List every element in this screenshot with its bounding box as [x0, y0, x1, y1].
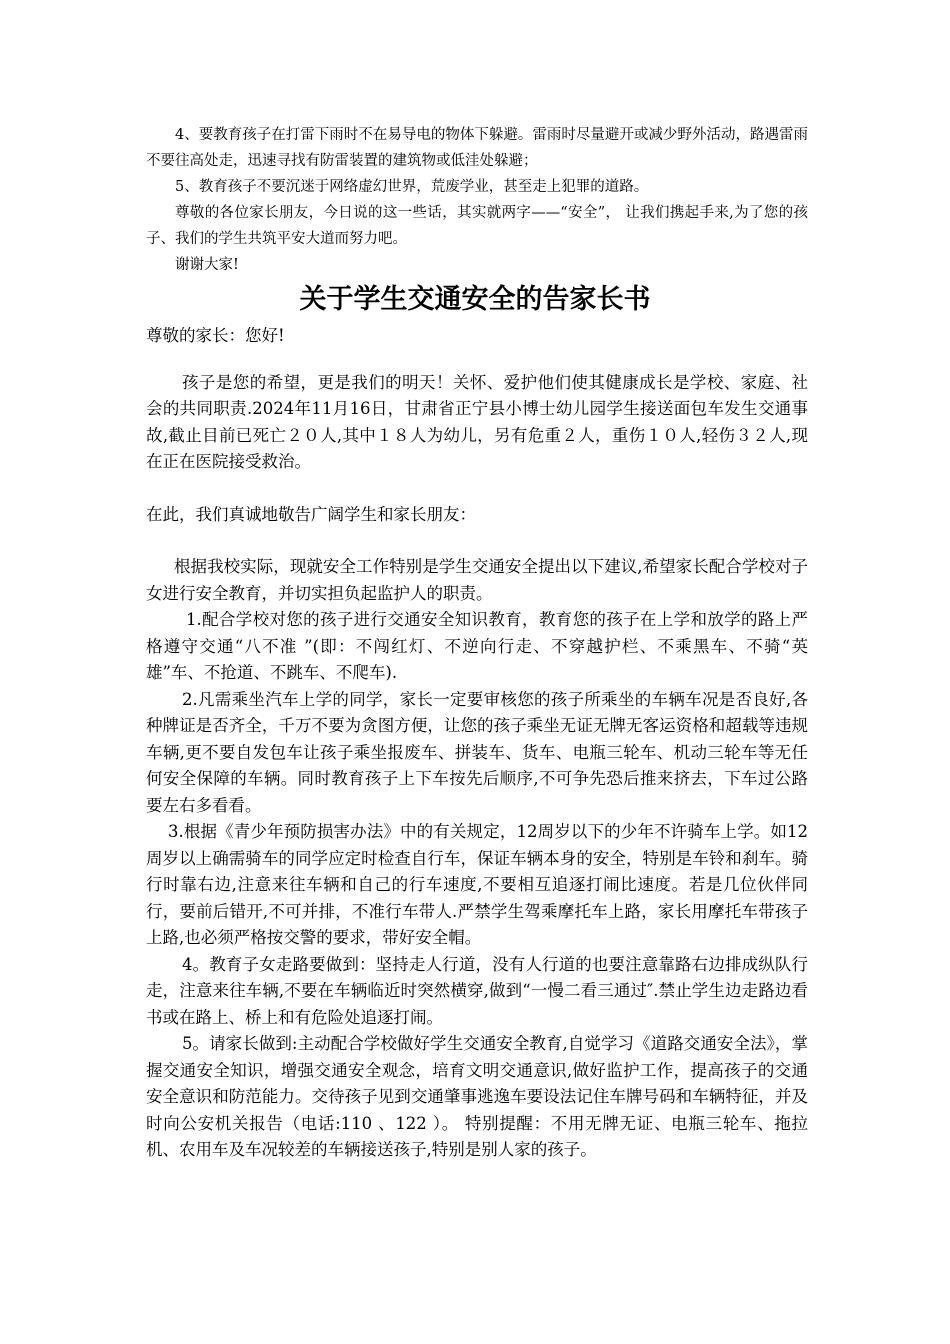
letter-body — [146, 323, 808, 1164]
letter-basis: 根据我校实际，现就安全工作特别是学生交通安全提出以下建议,希望家长配合学校对子女进行安全教育，并切实担负起监护人的职责。 — [146, 557, 808, 603]
letter-item-2: 2.凡需乘坐汽车上学的同学，家长一定要审核您的孩子所乘坐的车辆车况是否良好,各种牌证是否齐全，千万不要为贪图方便，让您的孩子乘坐无证无牌无客运资格和超载等违规车辆,更不要自发包车让孩子乘坐报废车、拼装车、货车、电瓶三轮车、机动三轮车等无任何安全保障的车辆。同时教育孩子上下车按先后顺序,不可争先恐后推来挤去，下车过公路要左右多看看。 — [146, 689, 808, 815]
prev-paragraph-closing: 尊敬的各位家长朋友，今日说的这一些话，其实就两字——“安全”， 让我们携起手来,为了您的孩子、我们的学生共筑平安大道而努力吧。 — [146, 205, 808, 247]
prev-paragraph-lightning: 4、要教育孩子在打雷下雨时不在易导电的物体下躲避。雷雨时尽量避开或减少野外活动，路遇雷雨不要往高处走，迅速寻找有防雷装置的建筑物或低洼处躲避； — [146, 127, 808, 169]
prev-paragraph-internet: 5、教育孩子不要沉迷于网络虚幻世界，荒废学业，甚至走上犯罪的道路。 — [175, 179, 649, 195]
prev-paragraph-thanks: 谢谢大家! — [175, 257, 239, 273]
previous-section — [146, 122, 808, 278]
letter-greeting: 尊敬的家长：您好! — [146, 326, 285, 345]
letter-intro: 孩子是您的希望，更是我们的明天！关怀、爱护他们使其健康成长是学校、家庭、社会的共同职责.2024年11月16日，甘肃省正宁县小博士幼儿园学生接送面包车发生交通事故,截止目前已死亡２０人,其中１８人为幼儿，另有危重２人，重伤１０人,轻伤３２人,现在正在医院接受救治。 — [146, 372, 808, 471]
letter-notice: 在此，我们真诚地敬告广阔学生和家长朋友： — [146, 504, 476, 524]
letter-item-4: 4。教育子女走路要做到：坚持走人行道，没有人行道的也要注意靠路右边排成纵队行走，注意来往车辆,不要在车辆临近时突然横穿,做到“一慢二看三通过″.禁止学生边走路边看书或在路上、桥上和有危险处追逐打闹。 — [146, 954, 808, 1027]
letter-item-5: 5。请家长做到:主动配合学校做好学生交通安全教育,自觉学习《道路交通安全法》，掌握交通安全知识，增强交通安全观念，培育文明交通意识,做好监护工作，提高孩子的交通安全意识和防范能力。交待孩子见到交通肇事逃逸车要设法记住车牌号码和车辆特征，并及时向公安机关报告（电话:110 、122 ）。 特别提醒：不用无牌无证、电瓶三轮车、拖拉机、农用车及车况较差的车辆接送孩子,特别是别人家的孩子。 — [146, 1034, 808, 1159]
letter-item-3: 3.根据《青少年预防损害办法》中的有关规定，12周岁以下的少年不许骑车上学。如12周岁以上确需骑车的同学应定时检查自行车，保证车辆本身的安全，特别是车铃和刹车。骑行时靠右边,注意来往车辆和自己的行车速度,不要相互追逐打闹比速度。若是几位伙伴同行，要前后错开,不可并排，不准行车带人.严禁学生驾乘摩托车上路，家长用摩托车带孩子上路,也必须严格按交警的要求，带好安全帽。 — [146, 822, 808, 947]
letter-title: 关于学生交通安全的告家长书 — [299, 284, 651, 315]
letter-item-1: 1.配合学校对您的孩子进行交通安全知识教育，教育您的孩子在上学和放学的路上严格遵守交通“八不准 ”(即：不闯红灯、不逆向行走、不穿越护栏、不乘黑车、不骑“英雄”车、不抢道、不跳车、不爬车). — [146, 610, 808, 682]
